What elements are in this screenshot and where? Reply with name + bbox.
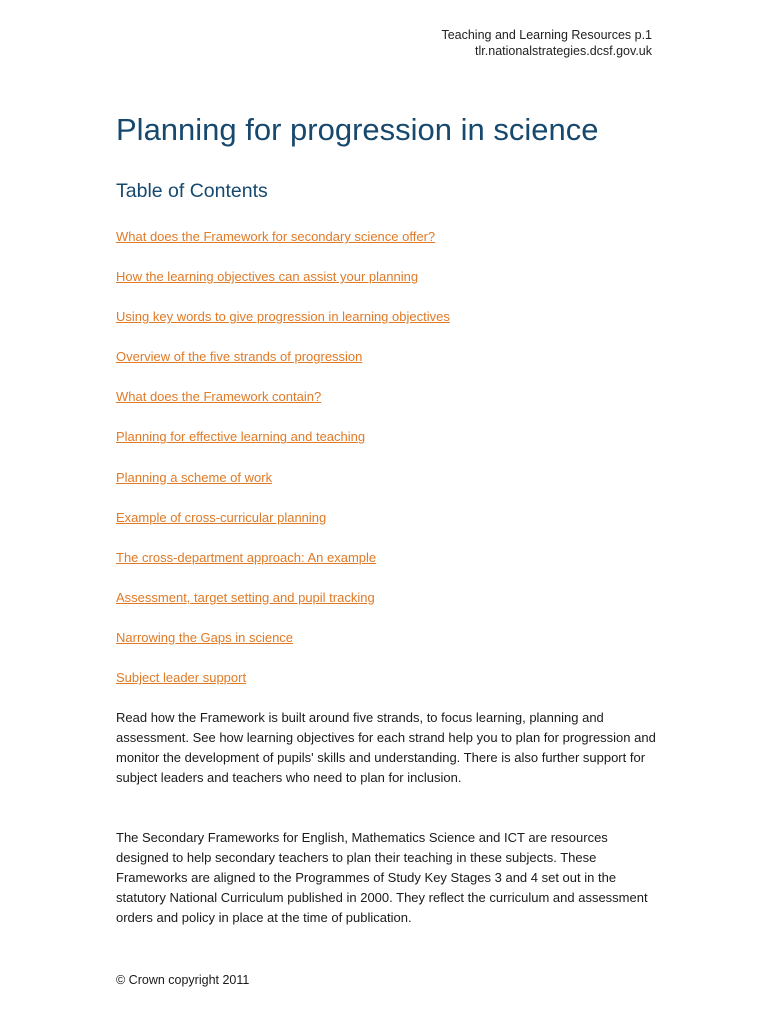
toc-link-framework-contain[interactable]: What does the Framework contain? (116, 389, 322, 405)
toc-item (116, 347, 450, 387)
toc-link-assessment[interactable]: Assessment, target setting and pupil tracking (116, 589, 375, 605)
header-url: tlr.nationalstrategies.dcsf.gov.uk (475, 44, 652, 58)
toc-heading: Table of Contents (116, 180, 268, 202)
toc-link-cross-department[interactable]: The cross-department approach: An example (116, 549, 377, 565)
copyright-footer: © Crown copyright 2011 (116, 973, 250, 987)
toc-item (116, 227, 450, 267)
toc-item (116, 588, 450, 628)
toc-item (116, 548, 450, 588)
toc-item (116, 267, 450, 307)
toc-item (116, 307, 450, 347)
toc-link-learning-objectives[interactable]: How the learning objectives can assist your planning (116, 269, 419, 285)
page-title: Planning for progression in science (116, 112, 599, 147)
toc-link-key-words[interactable]: Using key words to give progression in learning objectives (116, 309, 450, 325)
toc-item (116, 628, 450, 668)
toc-link-narrowing-gaps[interactable]: Narrowing the Gaps in science (116, 629, 294, 645)
frameworks-paragraph: The Secondary Frameworks for English, Mathematics Science and ICT are resources designed to help secondary teachers to plan their teaching in these subjects. These Frameworks are aligned to the Programmes of Study Key Stages 3 and 4 set out in the statutory National Curriculum published in 2000. They reflect the curriculum and assessment orders and policy in place at the time of publication. (116, 830, 648, 926)
toc-link-framework-offer[interactable]: What does the Framework for secondary science offer? (116, 229, 436, 244)
intro-paragraph: Read how the Framework is built around five strands, to focus learning, planning and assessment. See how learning objectives for each strand help you to plan for progression and monitor the development of pupils' skills and understanding. There is also further support for subject leaders and teachers who need to plan for inclusion. (116, 710, 656, 786)
table-of-contents (116, 227, 450, 708)
toc-item (116, 427, 450, 467)
header-resource-label: Teaching and Learning Resources p.1 (441, 28, 652, 42)
toc-link-subject-leader[interactable]: Subject leader support (116, 670, 247, 686)
toc-link-scheme-of-work[interactable]: Planning a scheme of work (116, 469, 273, 485)
toc-link-five-strands[interactable]: Overview of the five strands of progression (116, 349, 363, 365)
toc-link-effective-learning[interactable]: Planning for effective learning and teaching (116, 429, 366, 445)
toc-item (116, 508, 450, 548)
page-header (441, 27, 652, 59)
toc-link-cross-curricular[interactable]: Example of cross-curricular planning (116, 509, 327, 525)
toc-item (116, 668, 450, 708)
toc-item (116, 387, 450, 427)
toc-item (116, 468, 450, 508)
